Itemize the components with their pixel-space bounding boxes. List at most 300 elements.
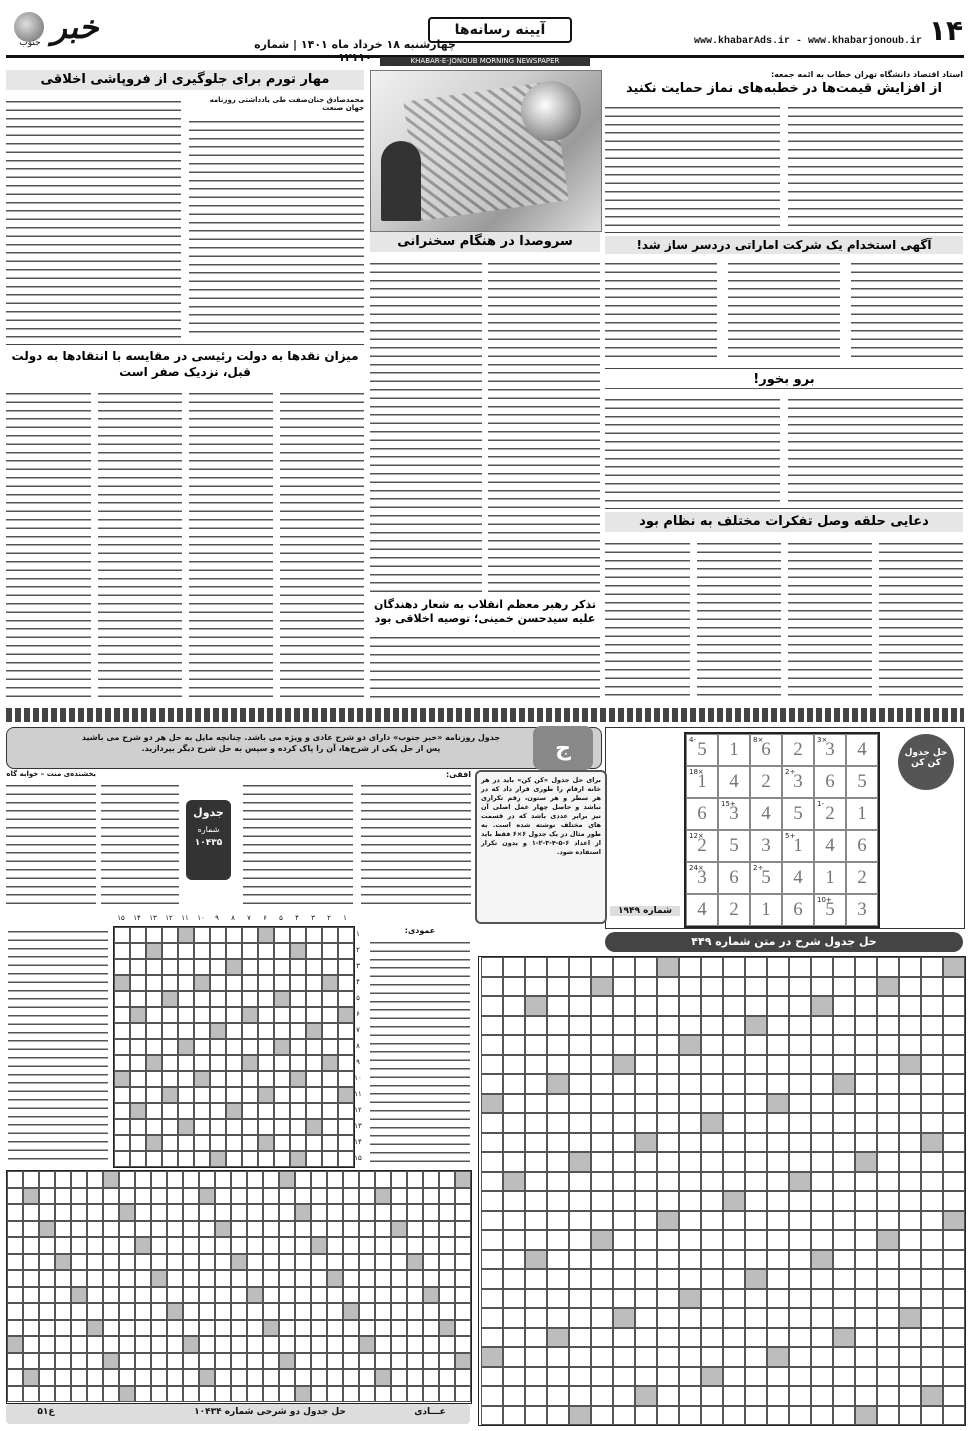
kenken-cell[interactable] xyxy=(814,734,846,766)
solution-cell xyxy=(503,1406,525,1426)
kenken-cell[interactable] xyxy=(686,894,718,926)
solution-cell xyxy=(745,1094,767,1114)
solution-cell xyxy=(745,1211,767,1231)
kenken-cell[interactable] xyxy=(750,862,782,894)
crossword-cell[interactable] xyxy=(146,1119,162,1135)
solution-cell xyxy=(167,1171,183,1188)
crossword-cell[interactable] xyxy=(130,991,146,1007)
crossword-cell[interactable] xyxy=(226,1151,242,1167)
kenken-cell[interactable] xyxy=(686,798,718,830)
kenken-cell[interactable] xyxy=(846,894,878,926)
kenken-cell[interactable] xyxy=(814,798,846,830)
crossword-cell[interactable] xyxy=(226,1071,242,1087)
kenken-cell[interactable] xyxy=(718,862,750,894)
solution-cell xyxy=(481,1113,503,1133)
crossword-cell[interactable] xyxy=(258,1071,274,1087)
crossword-cell[interactable] xyxy=(226,975,242,991)
crossword-cell[interactable] xyxy=(130,975,146,991)
crossword-cell[interactable] xyxy=(146,1087,162,1103)
crossword-cell[interactable] xyxy=(242,1023,258,1039)
crossword-cell[interactable] xyxy=(242,975,258,991)
crossword-cell[interactable] xyxy=(306,991,322,1007)
crossword-cell[interactable] xyxy=(146,1151,162,1167)
solution-cell xyxy=(723,1347,745,1367)
crossword-cell[interactable] xyxy=(274,1151,290,1167)
crossword-cell[interactable] xyxy=(114,1119,130,1135)
crossword-cell[interactable] xyxy=(146,1103,162,1119)
solution-cell xyxy=(855,1230,877,1250)
crossword-cell[interactable] xyxy=(178,1151,194,1167)
kenken-cell[interactable] xyxy=(718,894,750,926)
crossword-cell[interactable] xyxy=(290,959,306,975)
crossword-cell[interactable] xyxy=(274,1071,290,1087)
crossword-cell[interactable] xyxy=(146,959,162,975)
kenken-cage-label: 4- xyxy=(689,736,696,744)
crossword-cell[interactable] xyxy=(194,1103,210,1119)
kenken-cell[interactable] xyxy=(782,830,814,862)
solution-cell xyxy=(789,1328,811,1348)
crossword-cell[interactable] xyxy=(210,1087,226,1103)
solution-cell xyxy=(103,1204,119,1221)
crossword-cell[interactable] xyxy=(130,927,146,943)
crossword-cell[interactable] xyxy=(226,1023,242,1039)
crossword-cell[interactable] xyxy=(210,1007,226,1023)
crossword-cell[interactable] xyxy=(210,1119,226,1135)
crossword-cell[interactable] xyxy=(130,1023,146,1039)
crossword-cell[interactable] xyxy=(322,1087,338,1103)
crossword-cell[interactable] xyxy=(114,1103,130,1119)
crossword-cell[interactable] xyxy=(194,1087,210,1103)
solution-cell xyxy=(745,1035,767,1055)
kenken-cell[interactable] xyxy=(686,734,718,766)
kenken-cell-value: 3 xyxy=(857,899,867,920)
crossword-cell[interactable] xyxy=(162,1119,178,1135)
crossword-cell[interactable] xyxy=(210,1103,226,1119)
crossword-cell[interactable] xyxy=(226,1087,242,1103)
crossword-cell[interactable] xyxy=(114,1087,130,1103)
crossword-cell[interactable] xyxy=(306,975,322,991)
kenken-cage-label: 15+ xyxy=(721,800,736,808)
crossword-cell[interactable] xyxy=(274,959,290,975)
crossword-cell[interactable] xyxy=(162,1023,178,1039)
crossword-cell[interactable] xyxy=(290,991,306,1007)
crossword-cell[interactable] xyxy=(242,1087,258,1103)
crossword-cell[interactable] xyxy=(146,927,162,943)
crossword-cell[interactable] xyxy=(178,1071,194,1087)
crossword-cell[interactable] xyxy=(258,1007,274,1023)
crossword-cell[interactable] xyxy=(338,927,354,943)
crossword-cell[interactable] xyxy=(290,975,306,991)
crossword-cell[interactable] xyxy=(162,1103,178,1119)
crossword-cell[interactable] xyxy=(258,975,274,991)
solution-cell xyxy=(679,1367,701,1387)
crossword-cell[interactable] xyxy=(194,1023,210,1039)
crossword-cell[interactable] xyxy=(226,1007,242,1023)
kenken-cell[interactable] xyxy=(750,766,782,798)
problems-title: میزان نقدها به دولت رئیسی در مقایسه با انتقادها به دولت قبل، نزدیک صفر است xyxy=(11,349,359,379)
crossword-cell[interactable] xyxy=(322,1071,338,1087)
kenken-instructions: برای حل جدول «کن کن» باید در هر خانه ارقام را طوری قرار داد که در هر سطر و هر ستون، رقم تکراری نباشد و حاصل چهار عمل اصلی آن نیز برابر عددی باشد که در قسمت های مختلف نوشته شده است. به طور مثال در یک جدول ۶×۶ فقط باید از اعداد ۶-۵-۴-۳-۲-۱ و بدون تکرار استفاده شود. xyxy=(481,776,601,856)
kenken-cell[interactable] xyxy=(846,798,878,830)
crossword-cell[interactable] xyxy=(130,1087,146,1103)
kenken-cell[interactable] xyxy=(846,830,878,862)
crossword-cell[interactable] xyxy=(306,943,322,959)
crossword-cell[interactable] xyxy=(194,943,210,959)
solution-cell xyxy=(811,1152,833,1172)
crossword-cell[interactable] xyxy=(178,975,194,991)
kenken-cell[interactable] xyxy=(750,894,782,926)
solution-cell xyxy=(103,1188,119,1205)
crossword-cell[interactable] xyxy=(162,1055,178,1071)
crossword-cell[interactable] xyxy=(146,1023,162,1039)
solution-cell xyxy=(635,957,657,977)
crossword-cell[interactable] xyxy=(194,991,210,1007)
crossword-cell[interactable] xyxy=(338,1119,354,1135)
solution-cell xyxy=(789,1113,811,1133)
solution-cell xyxy=(635,1172,657,1192)
crossword-cell[interactable] xyxy=(290,1087,306,1103)
kenken-cell[interactable] xyxy=(846,734,878,766)
crossword-cell[interactable] xyxy=(338,1023,354,1039)
crossword-cell[interactable] xyxy=(146,1039,162,1055)
crossword-cell[interactable] xyxy=(338,943,354,959)
solution-cell xyxy=(899,1074,921,1094)
crossword-cell[interactable] xyxy=(226,943,242,959)
solution-block xyxy=(263,1320,279,1337)
crossword-cell[interactable] xyxy=(226,991,242,1007)
kenken-cell[interactable] xyxy=(718,830,750,862)
solution-cell xyxy=(39,1171,55,1188)
crossword-cell[interactable] xyxy=(178,1103,194,1119)
crossword-cell[interactable] xyxy=(194,927,210,943)
kenken-cell[interactable] xyxy=(750,798,782,830)
crossword-cell[interactable] xyxy=(274,975,290,991)
crossword-cell[interactable] xyxy=(242,991,258,1007)
crossword-cell[interactable] xyxy=(322,991,338,1007)
solution-cell xyxy=(279,1204,295,1221)
crossword-cell[interactable] xyxy=(162,975,178,991)
crossword-cell[interactable] xyxy=(306,1007,322,1023)
crossword-cell[interactable] xyxy=(338,959,354,975)
crossword-cell[interactable] xyxy=(178,959,194,975)
crossword-cell[interactable] xyxy=(322,1039,338,1055)
crossword-cell[interactable] xyxy=(210,975,226,991)
circle-title: دعایی حلقه وصل تفکرات مختلف به نظام بود xyxy=(605,512,963,532)
crossword-cell[interactable] xyxy=(210,1055,226,1071)
kenken-cell[interactable] xyxy=(750,734,782,766)
crossword-cell[interactable] xyxy=(290,927,306,943)
solution-cell xyxy=(591,1055,613,1075)
kenken-grid[interactable] xyxy=(684,732,880,928)
crossword-cell[interactable] xyxy=(178,1007,194,1023)
crossword-cell[interactable] xyxy=(194,1151,210,1167)
crossword-cell[interactable] xyxy=(242,1039,258,1055)
crossword-cell[interactable] xyxy=(178,943,194,959)
solution-cell xyxy=(455,1221,471,1238)
crossword-cell[interactable] xyxy=(322,1151,338,1167)
crossword-cell[interactable] xyxy=(130,1119,146,1135)
crossword-cell[interactable] xyxy=(162,1071,178,1087)
crossword-cell[interactable] xyxy=(338,975,354,991)
crossword-cell[interactable] xyxy=(226,1055,242,1071)
kenken-cell[interactable] xyxy=(718,798,750,830)
solution-block xyxy=(167,1303,183,1320)
crossword-cell[interactable] xyxy=(162,1039,178,1055)
crossword-cell[interactable] xyxy=(178,1023,194,1039)
crossword-cell[interactable] xyxy=(290,1055,306,1071)
crossword-cell[interactable] xyxy=(178,1087,194,1103)
solution-block xyxy=(767,1347,789,1367)
crossword-cell[interactable] xyxy=(290,1007,306,1023)
solution-cell xyxy=(7,1254,23,1271)
crossword-cell[interactable] xyxy=(242,927,258,943)
kenken-cell[interactable] xyxy=(846,766,878,798)
crossword-cell[interactable] xyxy=(258,1055,274,1071)
solution-cell xyxy=(7,1386,23,1403)
solution-cell xyxy=(723,1250,745,1270)
crossword-cell[interactable] xyxy=(274,1119,290,1135)
crossword-cell[interactable] xyxy=(306,1071,322,1087)
solution-cell xyxy=(39,1353,55,1370)
crossword-cell[interactable] xyxy=(322,1135,338,1151)
crossword-cell[interactable] xyxy=(226,927,242,943)
solution-cell xyxy=(833,1191,855,1211)
kenken-cell[interactable] xyxy=(750,830,782,862)
crossword-cell[interactable] xyxy=(258,959,274,975)
crossword-cell[interactable] xyxy=(178,1055,194,1071)
crossword-cell[interactable] xyxy=(146,1071,162,1087)
solution-cell xyxy=(407,1188,423,1205)
crossword-cell[interactable] xyxy=(322,1023,338,1039)
crossword-cell[interactable] xyxy=(162,959,178,975)
crossword-cell[interactable] xyxy=(258,1023,274,1039)
solution-cell xyxy=(569,977,591,997)
crossword-cell[interactable] xyxy=(242,1071,258,1087)
crossword-cell[interactable] xyxy=(306,1103,322,1119)
crossword-cell[interactable] xyxy=(114,991,130,1007)
crossword-cell[interactable] xyxy=(274,1103,290,1119)
crossword-cell[interactable] xyxy=(306,1055,322,1071)
crossword-cell[interactable] xyxy=(194,1055,210,1071)
problems-body-1 xyxy=(280,388,364,700)
kenken-cell[interactable] xyxy=(846,862,878,894)
crossword-cell[interactable] xyxy=(338,1071,354,1087)
solution-cell xyxy=(635,1113,657,1133)
crossword-cell[interactable] xyxy=(130,943,146,959)
solution-cell xyxy=(119,1320,135,1337)
crossword-cell[interactable] xyxy=(306,1151,322,1167)
crossword-cell[interactable] xyxy=(274,1055,290,1071)
crossword-cell[interactable] xyxy=(258,1119,274,1135)
crossword-cell[interactable] xyxy=(258,1039,274,1055)
crossword-cell[interactable] xyxy=(306,1135,322,1151)
crossword-cell[interactable] xyxy=(322,1119,338,1135)
solution-cell xyxy=(167,1369,183,1386)
believe-body-1 xyxy=(788,394,963,504)
kenken-cell[interactable] xyxy=(686,766,718,798)
crossword-cell[interactable] xyxy=(210,927,226,943)
crossword-cell[interactable] xyxy=(194,1119,210,1135)
crossword-cell[interactable] xyxy=(146,975,162,991)
kenken-cell[interactable] xyxy=(814,894,846,926)
crossword-cell[interactable] xyxy=(226,1039,242,1055)
crossword-cell[interactable] xyxy=(210,959,226,975)
solution-cell xyxy=(359,1369,375,1386)
crossword-cell[interactable] xyxy=(162,1151,178,1167)
crossword-cell[interactable] xyxy=(162,943,178,959)
crossword-cell[interactable] xyxy=(322,943,338,959)
crossword-cell[interactable] xyxy=(290,1023,306,1039)
crossword-cell[interactable] xyxy=(274,1007,290,1023)
crossword-cell[interactable] xyxy=(114,1135,130,1151)
crossword-cell[interactable] xyxy=(194,1007,210,1023)
crossword-cell[interactable] xyxy=(162,1135,178,1151)
crossword-cell[interactable] xyxy=(130,1135,146,1151)
crossword-cell[interactable] xyxy=(290,1103,306,1119)
crossword-cell[interactable] xyxy=(274,1135,290,1151)
crossword-cell[interactable] xyxy=(114,959,130,975)
vertical-clues-block xyxy=(370,926,470,1166)
solution-cell xyxy=(231,1188,247,1205)
solution-cell xyxy=(811,1074,833,1094)
kenken-cell[interactable] xyxy=(718,766,750,798)
crossword-cell[interactable] xyxy=(114,1007,130,1023)
problems-body-2 xyxy=(189,388,273,700)
solution-cell xyxy=(119,1369,135,1386)
crossword-cell[interactable] xyxy=(114,1039,130,1055)
crossword-cell[interactable] xyxy=(306,1087,322,1103)
crossword-cell[interactable] xyxy=(258,943,274,959)
crossword-cell[interactable] xyxy=(338,991,354,1007)
crossword-cell[interactable] xyxy=(306,927,322,943)
kenken-cell[interactable] xyxy=(686,830,718,862)
crossword-cell[interactable] xyxy=(258,991,274,1007)
crossword-cell[interactable] xyxy=(338,1103,354,1119)
crossword-cell[interactable] xyxy=(322,959,338,975)
kenken-cell[interactable] xyxy=(686,862,718,894)
crossword-cell[interactable] xyxy=(242,959,258,975)
solution-block xyxy=(39,1221,55,1238)
crossword-cell[interactable] xyxy=(130,1055,146,1071)
crossword-cell[interactable] xyxy=(178,991,194,1007)
solution-cell xyxy=(899,1406,921,1426)
kenken-cell[interactable] xyxy=(814,830,846,862)
kenken-cell[interactable] xyxy=(718,734,750,766)
crossword-block xyxy=(210,1023,226,1039)
crossword-cell[interactable] xyxy=(258,1103,274,1119)
crossword-cell[interactable] xyxy=(226,1119,242,1135)
crossword-cell[interactable] xyxy=(210,1039,226,1055)
crossword-cell[interactable] xyxy=(290,1119,306,1135)
crossword-cell[interactable] xyxy=(162,1007,178,1023)
crossword-cell[interactable] xyxy=(194,1135,210,1151)
crossword-cell[interactable] xyxy=(322,1103,338,1119)
solution-cell xyxy=(591,996,613,1016)
crossword-cell[interactable] xyxy=(274,943,290,959)
solution-cell xyxy=(899,1016,921,1036)
crossword-cell[interactable] xyxy=(338,1151,354,1167)
crossword-cell[interactable] xyxy=(306,959,322,975)
kenken-cell[interactable] xyxy=(814,766,846,798)
solution-cell xyxy=(481,1152,503,1172)
crossword-cell[interactable] xyxy=(114,927,130,943)
crossword-cell[interactable] xyxy=(194,1039,210,1055)
kenken-cell[interactable] xyxy=(782,798,814,830)
crossword-cell[interactable] xyxy=(274,1087,290,1103)
crossword-cell[interactable] xyxy=(290,1135,306,1151)
crossword-cell[interactable] xyxy=(322,1007,338,1023)
crossword-cell[interactable] xyxy=(338,1039,354,1055)
crossword-cell[interactable] xyxy=(130,959,146,975)
kenken-cell[interactable] xyxy=(814,862,846,894)
solution-cell xyxy=(723,1211,745,1231)
crossword-cell[interactable] xyxy=(194,959,210,975)
crossword-cell[interactable] xyxy=(306,1039,322,1055)
crossword-cell[interactable] xyxy=(338,1055,354,1071)
crossword-cell[interactable] xyxy=(146,991,162,1007)
rule xyxy=(605,508,963,509)
crossword-cell[interactable] xyxy=(242,1119,258,1135)
crossword-cell[interactable] xyxy=(290,1039,306,1055)
solution-cell xyxy=(215,1336,231,1353)
crossword-cell[interactable] xyxy=(130,1071,146,1087)
solution-cell xyxy=(7,1270,23,1287)
crossword-cell[interactable] xyxy=(130,1039,146,1055)
crossword-cell[interactable] xyxy=(162,927,178,943)
crossword-cell[interactable] xyxy=(146,1007,162,1023)
crossword-cell[interactable] xyxy=(114,1023,130,1039)
crossword-cell[interactable] xyxy=(242,1135,258,1151)
crossword-cell[interactable] xyxy=(274,1023,290,1039)
solution-cell xyxy=(343,1171,359,1188)
crossword-cell[interactable] xyxy=(114,1151,130,1167)
crossword-cell[interactable] xyxy=(338,1135,354,1151)
solution-cell xyxy=(745,1289,767,1309)
kenken-cell[interactable] xyxy=(782,766,814,798)
crossword-cell[interactable] xyxy=(178,1135,194,1151)
kenken-cell[interactable] xyxy=(782,862,814,894)
solution-cell xyxy=(525,1172,547,1192)
crossword-cell[interactable] xyxy=(242,943,258,959)
crossword-footer xyxy=(6,1404,470,1424)
crossword-cell[interactable] xyxy=(242,1103,258,1119)
crossword-cell[interactable] xyxy=(210,991,226,1007)
crossword-cell[interactable] xyxy=(274,927,290,943)
kenken-cell[interactable] xyxy=(782,894,814,926)
crossword-cell[interactable] xyxy=(210,1135,226,1151)
crossword-cell[interactable] xyxy=(210,1071,226,1087)
crossword-cell[interactable] xyxy=(210,943,226,959)
crossword-grid[interactable] xyxy=(113,926,355,1168)
crossword-cell[interactable] xyxy=(242,1151,258,1167)
crossword-cell[interactable] xyxy=(114,943,130,959)
solution-cell xyxy=(71,1336,87,1353)
solution-cell xyxy=(103,1254,119,1271)
kenken-cell[interactable] xyxy=(782,734,814,766)
crossword-cell[interactable] xyxy=(258,1151,274,1167)
solution-cell xyxy=(547,1113,569,1133)
kenken-cell-value: 1 xyxy=(729,739,739,760)
crossword-cell[interactable] xyxy=(114,1055,130,1071)
crossword-cell[interactable] xyxy=(322,927,338,943)
crossword-cell[interactable] xyxy=(226,1135,242,1151)
solution-cell xyxy=(811,1367,833,1387)
crossword-cell[interactable] xyxy=(130,1151,146,1167)
solution-cell xyxy=(23,1386,39,1403)
websites[interactable]: www.khabarAds.ir - www.khabarjonoub.ir xyxy=(693,36,922,47)
crossword-col-number: ۸ xyxy=(231,914,235,922)
speech-title: سروصدا در هنگام سخنرانی xyxy=(370,232,600,252)
